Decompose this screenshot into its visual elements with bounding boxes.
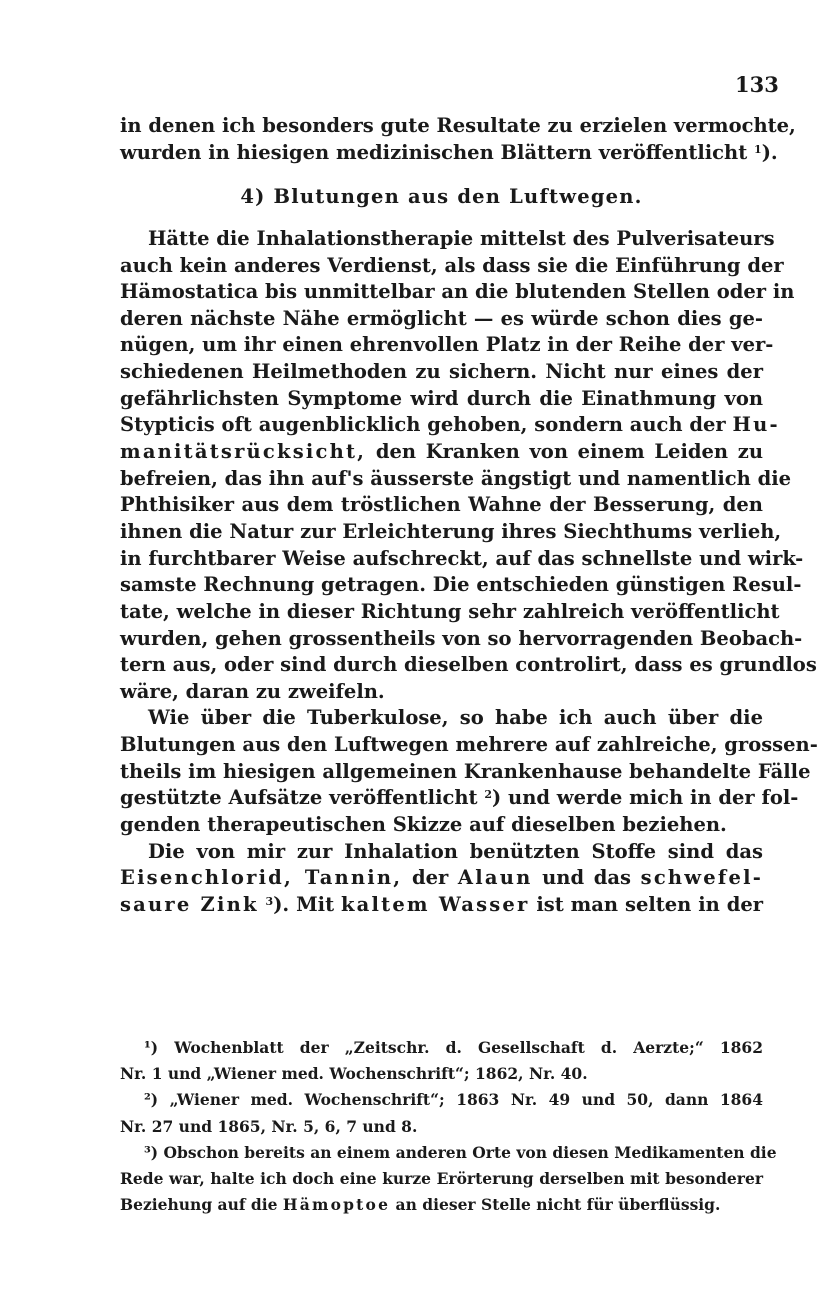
text-line: Hämostatica bis unmittelbar an die blutenden Stellen oder in bbox=[120, 280, 795, 304]
text-line: Phthisiker aus dem tröstlichen Wahne der Besserung, den bbox=[120, 493, 763, 517]
text-line bbox=[120, 865, 763, 892]
text-line: genden therapeutischen Skizze auf dieselben beziehen. bbox=[120, 813, 727, 837]
spaced-text: saure Zink bbox=[120, 892, 259, 916]
text-line: gefährlichsten Symptome wird durch die Einathmung von bbox=[120, 386, 763, 410]
footnote-ref-2: 2 bbox=[484, 788, 493, 802]
text-line: auch kein anderes Verdienst, als dass sie die Einführung der bbox=[120, 253, 784, 277]
footnote-line: ³) Obschon bereits an einem anderen Orte von diesen Medikamenten die bbox=[144, 1142, 777, 1162]
text-fragment: Stypticis oft augenblicklich gehoben, sondern auch der bbox=[120, 413, 726, 437]
text-fragment: ). bbox=[761, 140, 778, 164]
text-fragment: den Kranken von einem Leiden zu bbox=[366, 440, 763, 464]
text-line: wäre, daran zu zweifeln. bbox=[120, 679, 385, 703]
text-fragment: ). Mit bbox=[273, 892, 341, 916]
footnote-line: Nr. 1 und „Wiener med. Wochenschrift“; 1862, Nr. 40. bbox=[120, 1064, 588, 1084]
text-line: tern aus, oder sind durch dieselben controlirt, dass es grundlos bbox=[120, 653, 817, 677]
text-line: nügen, um ihr einen ehrenvollen Platz in der Reihe der ver- bbox=[120, 333, 774, 357]
text-line: deren nächste Nähe ermöglicht — es würde schon dies ge- bbox=[120, 306, 763, 330]
footnotes bbox=[120, 1035, 777, 1218]
text-line bbox=[120, 140, 778, 167]
text-line: Wie über die Tuberkulose, so habe ich auch über die bbox=[148, 706, 763, 730]
spaced-text: Alaun bbox=[457, 866, 533, 890]
spaced-text: schwefel- bbox=[640, 866, 763, 890]
text-fragment: wurden in hiesigen medizinischen Blättern veröffentlicht bbox=[120, 140, 748, 164]
text-fragment: ist man selten in der bbox=[529, 892, 764, 916]
text-fragment: an dieser Stelle nicht für überflüssig. bbox=[390, 1195, 721, 1215]
text-line: Die von mir zur Inhalation benützten Stoffe sind das bbox=[148, 839, 763, 863]
spaced-text: Eisenchlorid, Tannin, bbox=[120, 866, 403, 890]
text-fragment: der bbox=[402, 866, 458, 890]
footnote-ref-1: 1 bbox=[754, 142, 762, 156]
footnote-line: ²) „Wiener med. Wochenschrift“; 1863 Nr. 49 und 50, dann 1864 bbox=[144, 1090, 763, 1110]
spaced-text: manitätsrücksicht, bbox=[120, 440, 367, 464]
text-line: befreien, das ihn auf's äusserste ängstigt und namentlich die bbox=[120, 466, 792, 490]
footnote-line: Nr. 27 und 1865, Nr. 5, 6, 7 und 8. bbox=[120, 1116, 418, 1136]
text-fragment: Beziehung auf die bbox=[120, 1195, 283, 1215]
text-line: in furchtbarer Weise aufschreckt, auf das schnellste und wirk- bbox=[120, 546, 804, 570]
spaced-text: Hu- bbox=[732, 413, 780, 437]
text-line bbox=[120, 892, 763, 919]
text-line: theils im hiesigen allgemeinen Krankenhause behandelte Fälle bbox=[120, 759, 811, 783]
text-fragment: ) und werde mich in der fol- bbox=[492, 786, 799, 810]
footnote-line bbox=[120, 1192, 763, 1218]
footnote-ref-3: 3 bbox=[265, 894, 274, 908]
text-line bbox=[120, 439, 763, 466]
text-line: Hätte die Inhalationstherapie mittelst des Pulverisateurs bbox=[148, 226, 775, 250]
text-fragment: und das bbox=[532, 866, 641, 890]
text-fragment: gestützte Aufsätze veröffentlicht bbox=[120, 786, 478, 810]
footnote-line: Rede war, halte ich doch eine kurze Erörterung derselben mit besonderer bbox=[120, 1168, 763, 1188]
page-number: 133 bbox=[735, 72, 779, 97]
text-line: wurden, gehen grossentheils von so hervorragenden Beobach- bbox=[120, 626, 803, 650]
spaced-text: Hämoptoe bbox=[282, 1195, 391, 1215]
text-line: ihnen die Natur zur Erleichterung ihres Siechthums verlieh, bbox=[120, 519, 782, 543]
section-heading: 4) Blutungen aus den Luftwegen. bbox=[240, 185, 643, 209]
footnote-line: ¹) Wochenblatt der „Zeitschr. d. Gesellschaft d. Aerzte;“ 1862 bbox=[144, 1038, 763, 1057]
text-line: schiedenen Heilmethoden zu sichern. Nicht nur eines der bbox=[120, 360, 763, 384]
text-line: tate, welche in dieser Richtung sehr zahlreich veröffentlicht bbox=[120, 599, 780, 623]
text-line: in denen ich besonders gute Resultate zu erzielen vermochte, bbox=[120, 114, 796, 137]
text-line: Blutungen aus den Luftwegen mehrere auf zahlreiche, grossen- bbox=[120, 733, 818, 757]
spaced-text: kaltem Wasser bbox=[340, 892, 530, 916]
text-line: samste Rechnung getragen. Die entschieden günstigen Resul- bbox=[120, 573, 802, 597]
main-text bbox=[120, 113, 818, 919]
text-line bbox=[120, 785, 799, 812]
text-line bbox=[120, 412, 780, 439]
